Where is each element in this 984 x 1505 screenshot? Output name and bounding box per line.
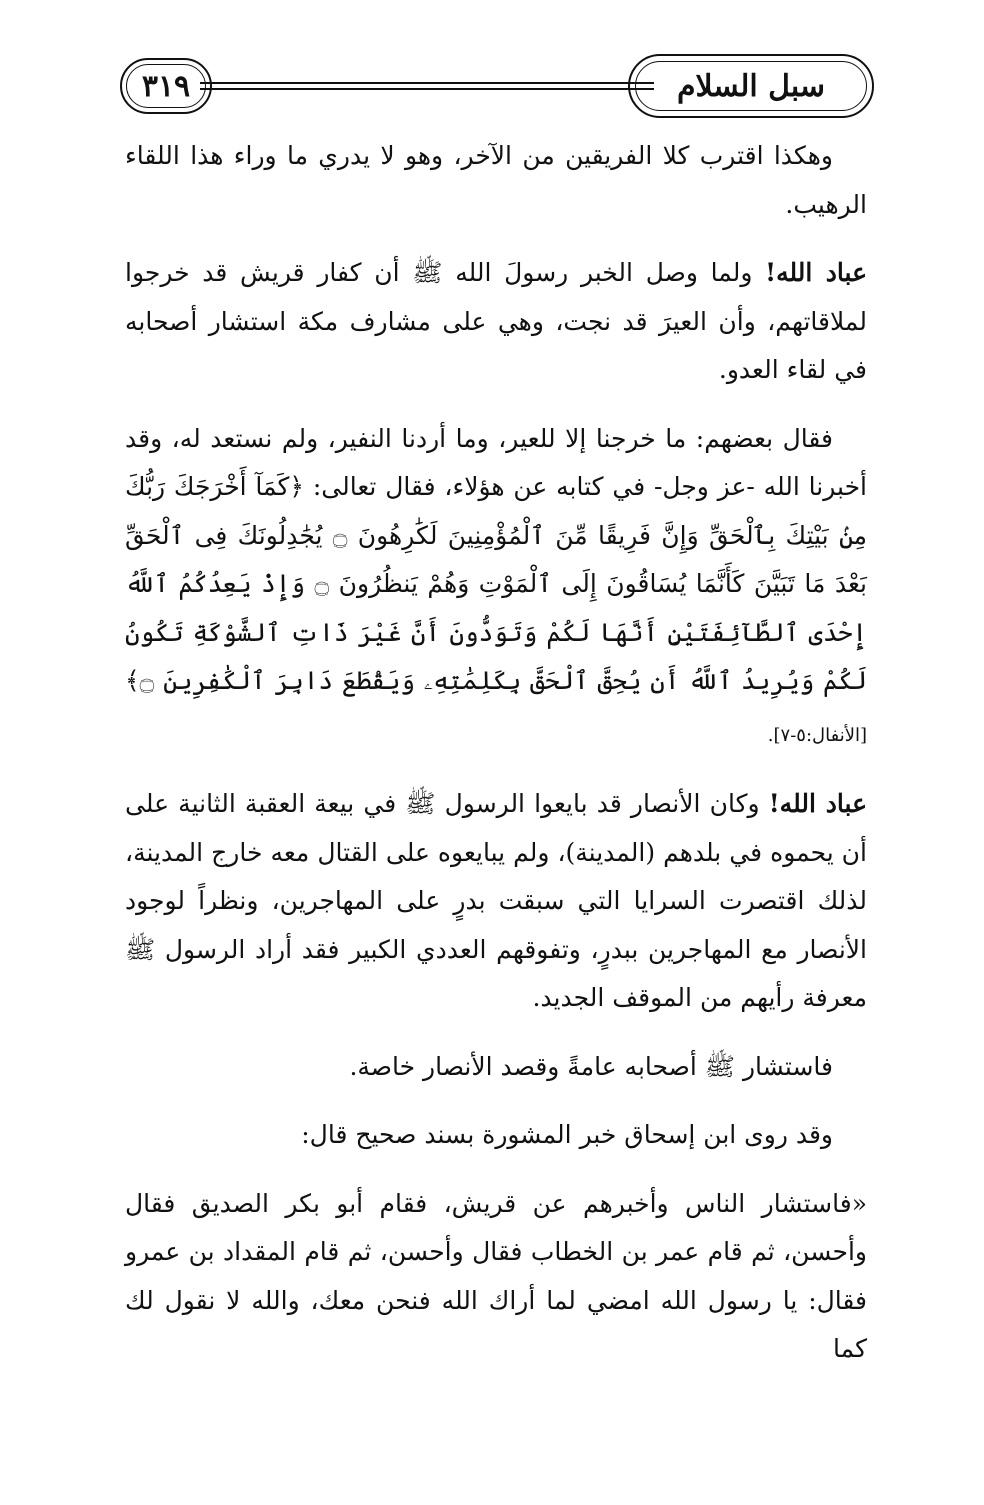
book-title-frame [628, 54, 874, 118]
verse-reference: [الأنفال:٥-٧]. [767, 724, 867, 746]
page-number-frame [120, 58, 212, 114]
paragraph [125, 1043, 867, 1092]
paragraph-text: وقد روى ابن إسحاق خبر المشورة بسند صحيح قال: [301, 1120, 833, 1149]
page-number: ٣١٩ [141, 68, 191, 104]
paragraph-text: فاستشار ﷺ أصحابه عامةً وقصد الأنصار خاصة. [349, 1051, 833, 1081]
page-body [125, 132, 867, 1394]
paragraph [125, 1111, 867, 1160]
paragraph-text: ولما وصل الخبر رسولَ الله ﷺ أن كفار قريش قد خرجوا لملاقاتهم، وأن العيرَ قد نجت، وهي على مشارف مكة استشار أصحابه في لقاء العدو. [125, 258, 867, 384]
quran-verse: ﴿كَمَآ أَخْرَجَكَ رَبُّكَ مِنۢ بَيْتِكَ بِٱلْحَقِّ وَإِنَّ فَرِيقًا مِّنَ ٱلْمُؤْمِنِينَ لَكَٰرِهُونَ ۝ يُجَٰدِلُونَكَ فِى ٱلْحَقِّ بَعْدَ مَا تَبَيَّنَ كَأَنَّمَا يُسَاقُونَ إِلَى ٱلْمَوْتِ وَهُمْ يَنظُرُونَ ۝ وَإِذْ يَعِدُكُمُ ٱللَّهُ إِحْدَى ٱلطَّآئِفَتَيْنِ أَنَّهَا لَكُمْ وَتَوَدُّونَ أَنَّ غَيْرَ ذَاتِ ٱلشَّوْكَةِ تَكُونُ لَكُمْ وَيُرِيدُ ٱللَّهُ أَن يُحِقَّ ٱلْحَقَّ بِكَلِمَٰتِهِۦ وَيَقْطَعَ دَابِرَ ٱلْكَٰفِرِينَ ۝﴾ [125, 472, 867, 695]
paragraph-lead: عباد الله! [768, 789, 868, 818]
paragraph-text: «فاستشار الناس وأخبرهم عن قريش، فقام أبو بكر الصديق فقال وأحسن، ثم قام عمر بن الخطاب فقال وأحسن، ثم قام المقداد بن عمرو فقال: يا رسول الله امضي لما أراك الله فنحن معك، والله لا نقول لك كما [125, 1188, 867, 1363]
paragraph-lead: عباد الله! [765, 258, 867, 287]
book-title: سبل السلام [676, 68, 826, 104]
paragraph [125, 132, 867, 229]
page-header [120, 50, 874, 120]
paragraph [125, 415, 867, 761]
paragraph-text: فقال بعضهم: ما خرجنا إلا للعير، وما أردنا النفير، ولم نستعد له، وقد أخبرنا الله -عز وجل- في كتابه عن هؤلاء، فقال تعالى: [125, 423, 867, 501]
paragraph-text: وهكذا اقترب كلا الفريقين من الآخر، وهو لا يدري ما وراء هذا اللقاء الرهيب. [125, 141, 867, 219]
paragraph [125, 780, 867, 1023]
header-rule [200, 82, 654, 84]
paragraph-text: وكان الأنصار قد بايعوا الرسول ﷺ في بيعة العقبة الثانية على أن يحموه في بلدهم (المدينة)، ولم يبايعوه على القتال معه خارج المدينة، لذلك اقتصرت السرايا التي سبقت بدرٍ على المهاجرين، ونظراً لوجود الأنصار مع المهاجرين ببدرٍ، وتفوقهم العددي الكبير فقد أراد الرسول ﷺ معرفة رأيهم من الموقف الجديد. [125, 789, 867, 1012]
paragraph [125, 249, 867, 395]
header-rule [200, 88, 654, 90]
paragraph [125, 1180, 867, 1374]
